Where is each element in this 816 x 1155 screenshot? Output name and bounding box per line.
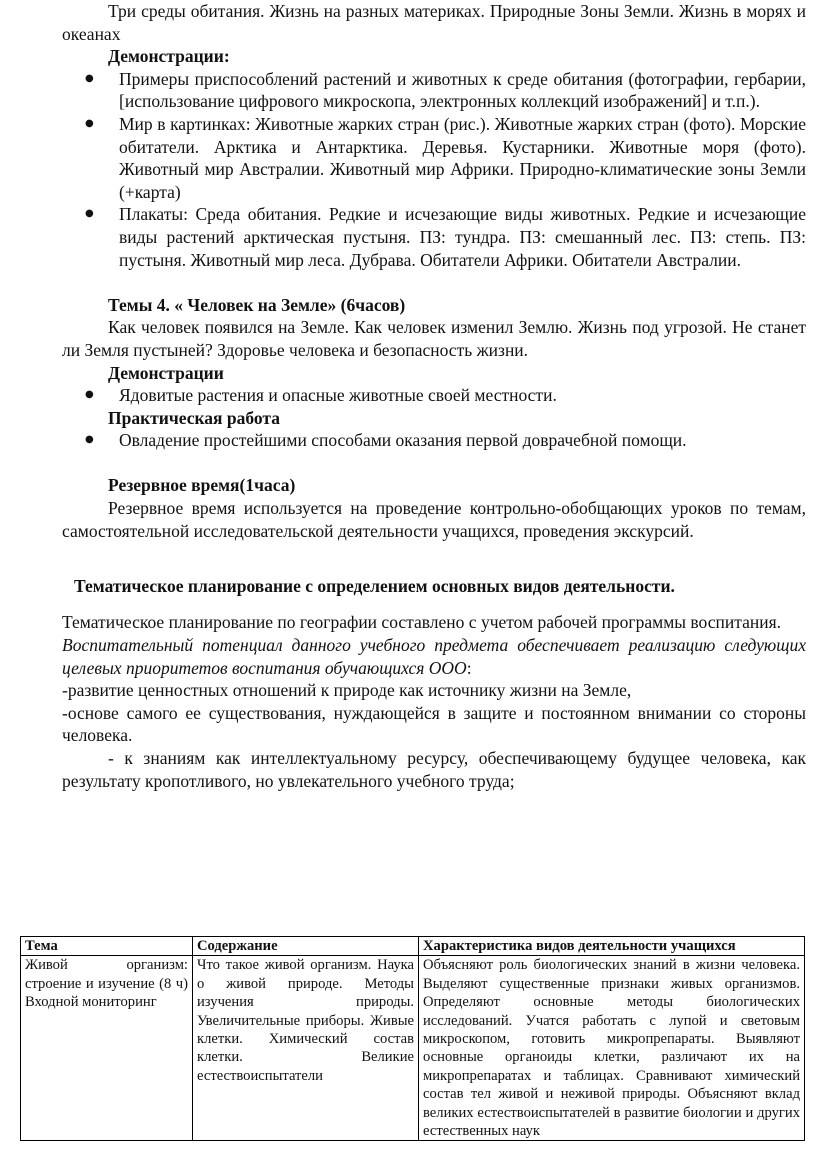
- table-cell: Объясняют роль биологических знаний в жизни человека. Выделяют существенные признаки живых организмов. Определяют основные методы биологических исследований. Учатся работать с лупой и световым микроскопом, готовить микропрепараты. Выявляют основные органоиды клетки, различают их на микропрепаратах и таблицах. Сравнивают химический состав тел живой и неживой природы. Объясняют вклад великих естествоиспытателей в развитие биологии и других естественных наук: [419, 956, 805, 1141]
- document-page: [62, 0, 806, 792]
- section-text: Резервное время используется на проведение контрольно-обобщающих уроков по темам, самостоятельной исследовательской деятельности учащихся, проведения экскурсий.: [62, 498, 806, 541]
- column-header: Содержание: [193, 937, 419, 956]
- planning-paragraph: -развитие ценностных отношений к природе как источнику жизни на Земле,: [62, 680, 632, 701]
- list-item: ● Плакаты: Среда обитания. Редкие и исчезающие виды животных. Редкие и исчезающие виды растений арктическая пустыня. ПЗ: тундра. ПЗ: смешанный лес. ПЗ: степь. ПЗ: пустыня. Животный мир леса. Дубрава. Обитатели Африки. Обитатели Австралии.: [62, 203, 806, 271]
- table-header-row: [21, 937, 805, 956]
- planning-paragraph: Воспитательный потенциал данного учебного предмета обеспечивает реализацию следующих целевых приоритетов воспитания обучающихся ООО:: [62, 635, 806, 678]
- section-title: Резервное время(1часа): [108, 475, 296, 496]
- column-header: Тема: [21, 937, 193, 956]
- italic-text: Воспитательный потенциал данного учебного предмета обеспечивает реализацию следующих целевых приоритетов воспитания обучающихся ООО: [62, 635, 806, 678]
- planning-title: Тематическое планирование с определением основных видов деятельности.: [74, 575, 675, 596]
- planning-table: [20, 936, 805, 1141]
- list-item: ● Примеры приспособлений растений и животных к среде обитания (фотографии, гербарии, [использование цифрового микроскопа, электронных коллекций изображений] и т.п.).: [62, 68, 806, 113]
- practice-heading: Практическая работа: [108, 407, 280, 428]
- planning-paragraph: - к знаниям как интеллектуальному ресурсу, обеспечивающему будущее человека, как результату кропотливого, но увлекательного учебного труда;: [62, 748, 806, 791]
- table-cell: Что такое живой организм. Наука о живой природе. Методы изучения природы. Увеличительные приборы. Живые клетки. Химический состав клетки. Великие естествоиспытатели: [193, 956, 419, 1141]
- demo-list: [62, 384, 806, 407]
- table-row: [21, 956, 805, 1141]
- column-header: Характеристика видов деятельности учащихся: [419, 937, 805, 956]
- practice-list: [62, 429, 806, 452]
- demo-heading: Демонстрации: [108, 362, 224, 383]
- planning-paragraph: -основе самого ее существования, нуждающейся в защите и постоянном внимании со стороны человека.: [62, 702, 806, 746]
- demo-list: [62, 68, 806, 271]
- list-item: ● Овладение простейшими способами оказания первой доврачебной помощи.: [62, 429, 806, 452]
- list-item: ● Ядовитые растения и опасные животные своей местности.: [62, 384, 806, 407]
- demo-heading: Демонстрации:: [108, 46, 230, 67]
- table-cell: Живой организм: строение и изучение (8 ч) Входной мониторинг: [21, 956, 193, 1141]
- list-item: ● Мир в картинках: Животные жарких стран (рис.). Животные жарких стран (фото). Морские обитатели. Арктика и Антарктика. Деревья. Кустарники. Животные моря (фото). Животный мир Австралии. Животный мир Африки. Природно-климатические зоны Земли (+карта): [62, 113, 806, 203]
- planning-paragraph: Тематическое планирование по географии составлено с учетом рабочей программы воспитания.: [62, 612, 782, 633]
- section-text: Как человек появился на Земле. Как человек изменил Землю. Жизнь под угрозой. Не станет ли Земля пустыней? Здоровье человека и безопасность жизни.: [62, 317, 806, 360]
- section-intro: Три среды обитания. Жизнь на разных материках. Природные Зоны Земли. Жизнь в морях и океанах: [62, 1, 806, 44]
- section-title: Темы 4. « Человек на Земле» (6часов): [108, 294, 406, 315]
